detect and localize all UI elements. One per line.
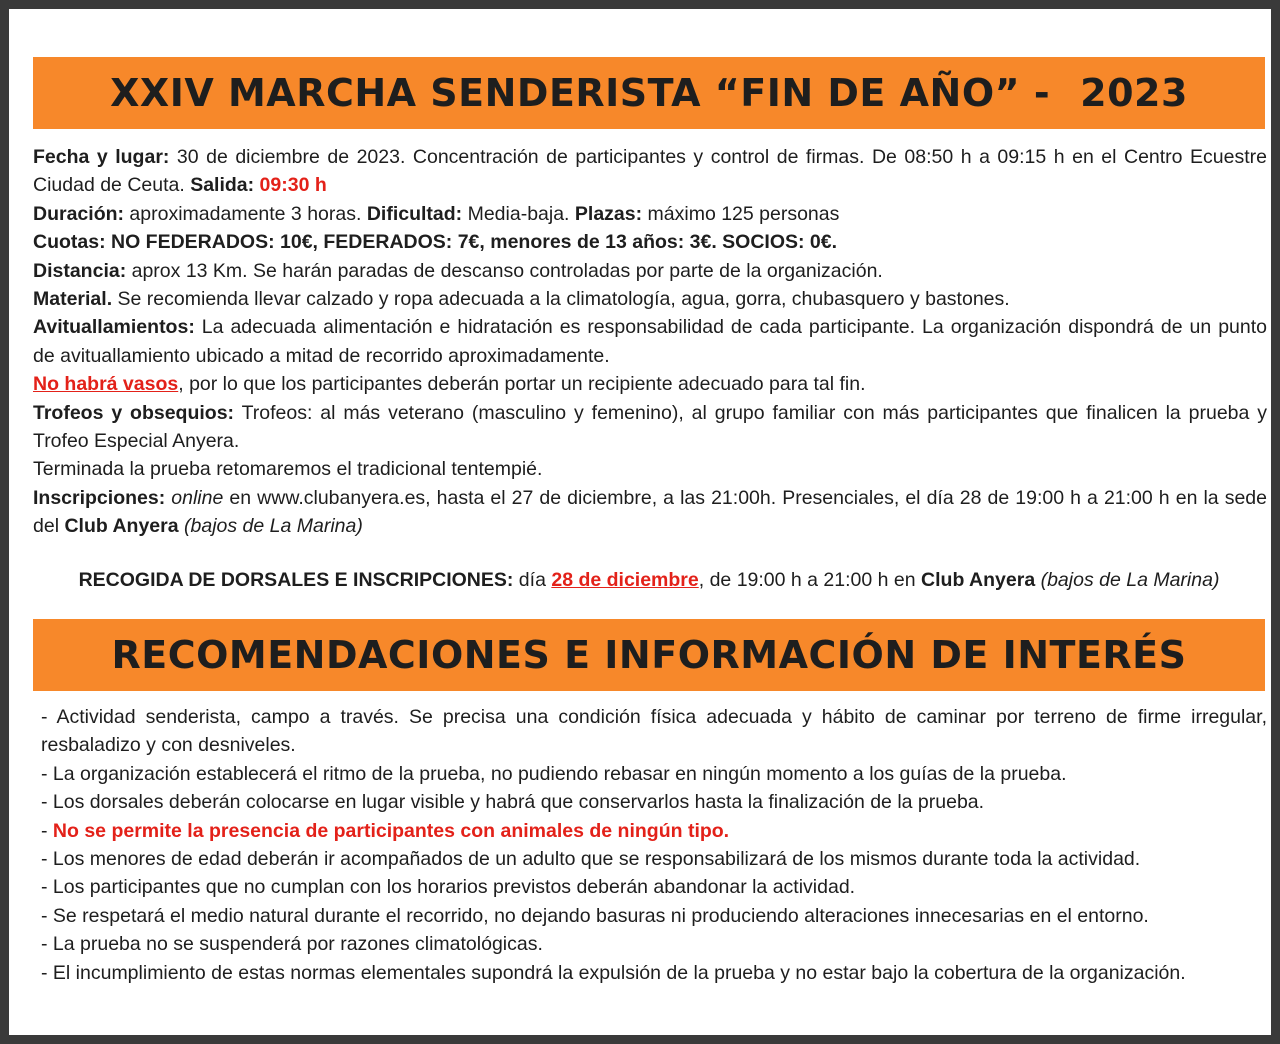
list-item-animals: - No se permite la presencia de participantes con animales de ningún tipo.	[41, 819, 730, 842]
info-tentempie: Terminada la prueba retomaremos el tradicional tentempié.	[33, 458, 543, 481]
info-avituallamientos: Avituallamientos: La adecuada alimentación e hidratación es responsabilidad de cada participante. La organización dispondrá de un punto de avituallamiento ubicado a mitad de recorrido aproximadamente.	[33, 316, 1267, 367]
recommendations-banner	[33, 619, 1265, 691]
list-item: - La prueba no se suspenderá por razones climatológicas.	[41, 933, 543, 956]
list-item: - Los menores de edad deberán ir acompañados de un adulto que se responsabilizará de los mismos durante toda la actividad.	[41, 848, 1141, 871]
recommendations-title: RECOMENDACIONES E INFORMACIÓN DE INTERÉS	[111, 633, 1187, 677]
recommendations-list	[41, 703, 1267, 987]
salida-time: 09:30 h	[254, 174, 327, 197]
pickup-notice: RECOGIDA DE DORSALES E INSCRIPCIONES: día 28 de diciembre, de 19:00 h a 21:00 h en Club Anyera (bajos de La Marina)	[78, 569, 1220, 591]
event-title: XXIV MARCHA SENDERISTA “FIN DE AÑO” -	[110, 71, 1051, 115]
list-item: - Los dorsales deberán colocarse en lugar visible y habrá que conservarlos hasta la finalización de la prueba.	[41, 791, 985, 814]
event-info	[33, 143, 1267, 541]
info-fecha: Fecha y lugar: 30 de diciembre de 2023. Concentración de participantes y control de firmas. De 08:50 h a 09:15 h en el Centro Ecuestre Ciudad de Ceuta. Salida: 09:30 h	[33, 146, 1267, 197]
info-material: Material. Se recomienda llevar calzado y ropa adecuada a la climatología, agua, gorra, chubasquero y bastones.	[33, 288, 1010, 311]
list-item: - Se respetará el medio natural durante el recorrido, no dejando basuras ni produciendo alteraciones innecesarias en el entorno.	[41, 904, 1149, 927]
info-trofeos: Trofeos y obsequios: Trofeos: al más veterano (masculino y femenino), al grupo familiar con más participantes que finalicen la prueba y Trofeo Especial Anyera.	[33, 401, 1267, 453]
info-cuotas: Cuotas: NO FEDERADOS: 10€, FEDERADOS: 7€, menores de 13 años: 3€. SOCIOS: 0€.	[33, 231, 838, 254]
list-item: - La organización establecerá el ritmo de la prueba, no pudiendo rebasar en ningún momento a los guías de la prueba.	[41, 762, 1067, 785]
info-inscripciones: Inscripciones: online en www.clubanyera.es, hasta el 27 de diciembre, a las 21:00h. Presenciales, el día 28 de 19:00 h a 21:00 h en la sede del Club Anyera (bajos de La Marina)	[33, 486, 1268, 538]
info-duracion: Duración: aproximadamente 3 horas. Dificultad: Media-baja. Plazas: máximo 125 personas	[33, 202, 840, 225]
list-item: - Los participantes que no cumplan con los horarios previstos deberán abandonar la actividad.	[41, 876, 856, 899]
pickup-date: 28 de diciembre	[551, 569, 699, 591]
info-vasos: No habrá vasos, por lo que los participantes deberán portar un recipiente adecuado para tal fin.	[33, 373, 866, 396]
event-title-banner	[33, 57, 1265, 129]
list-item: - El incumplimiento de estas normas elementales supondrá la expulsión de la prueba y no estar bajo la cobertura de la organización.	[41, 961, 1186, 984]
no-vasos-warning: No habrá vasos	[33, 373, 179, 396]
event-year: 2023	[1080, 71, 1188, 115]
list-item: - Actividad senderista, campo a través. Se precisa una condición física adecuada y hábito de caminar por terreno de firme irregular, resbaladizo y con desniveles.	[41, 706, 1267, 757]
info-distancia: Distancia: aprox 13 Km. Se harán paradas de descanso controladas por parte de la organización.	[33, 259, 883, 282]
